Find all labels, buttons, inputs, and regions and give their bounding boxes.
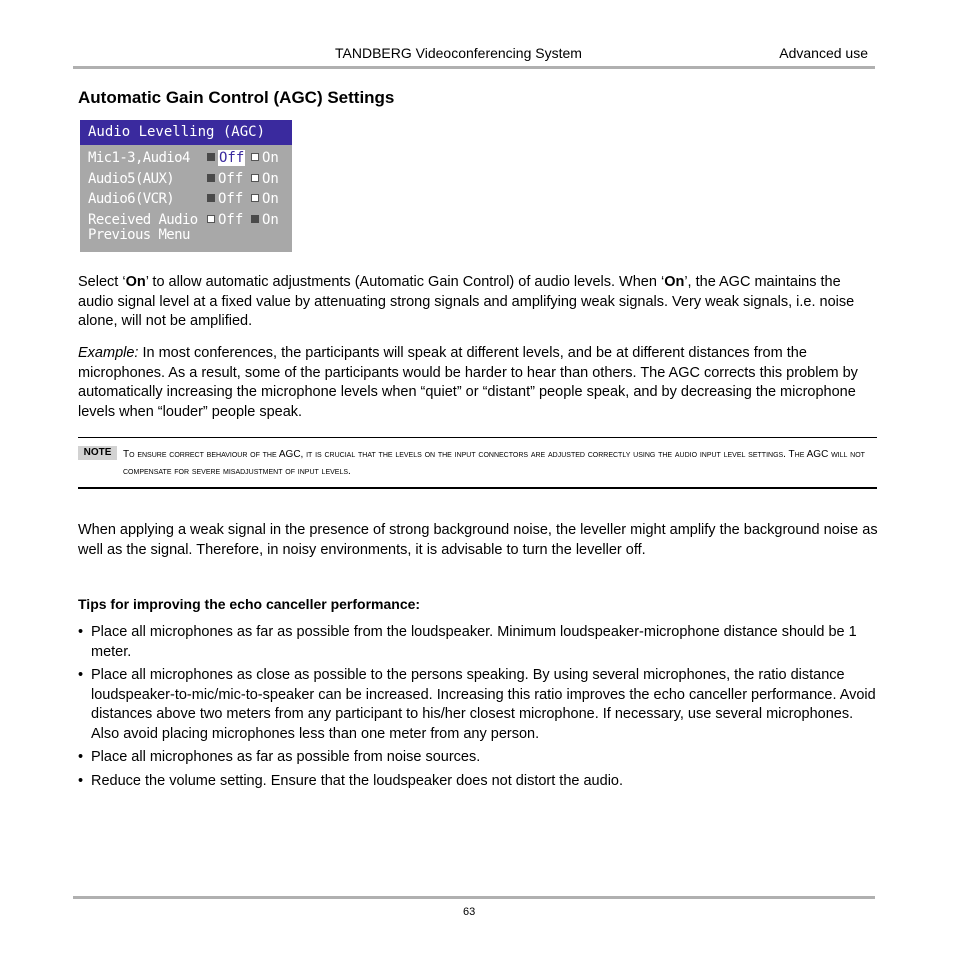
note-bottom-rule — [78, 487, 877, 489]
osd-menu-body — [80, 145, 292, 230]
unselected-box-icon — [251, 215, 259, 223]
list-item: • Reduce the volume setting. Ensure that the loudspeaker does not distort the audio. — [78, 772, 878, 792]
osd-option-off — [207, 189, 243, 210]
paragraph-example — [78, 344, 878, 422]
selected-box-icon — [207, 215, 215, 223]
selected-box-icon — [251, 174, 259, 182]
note-top-rule — [78, 437, 877, 438]
header-title: TANDBERG Videoconferencing System — [335, 45, 582, 61]
osd-option-on-label: On — [262, 150, 279, 166]
paragraph-agc-intro — [78, 273, 878, 332]
header-section: Advanced use — [779, 45, 868, 61]
example-label: Example: — [78, 345, 139, 361]
page-number: 63 — [463, 906, 476, 918]
selected-box-icon — [251, 194, 259, 202]
osd-row-label: Audio5(AUX) — [88, 170, 175, 187]
note-badge: NOTE — [78, 446, 117, 460]
header-rule — [73, 66, 875, 69]
unselected-box-icon — [207, 194, 215, 202]
text-run: In most conferences, the participants will speak at different levels, and be at different distances from the microphones. As a result, some of the participants would be harder to hear than others. The AGC corrects this problem by automatically increasing the microphone levels when “quiet” or “distant” people speak, and by decreasing the microphone levels when “louder” people speak. — [78, 345, 858, 420]
osd-option-off — [207, 148, 245, 169]
text-run: ’ to allow automatic adjustments (Automatic Gain Control) of audio levels. When ‘ — [145, 274, 665, 290]
selected-box-icon — [251, 153, 259, 161]
osd-row-vcr — [80, 189, 292, 210]
tips-list — [78, 623, 878, 795]
section-title: Automatic Gain Control (AGC) Settings — [78, 88, 395, 107]
osd-option-off-label: Off — [218, 211, 244, 228]
list-item: • Place all microphones as close as possible to the persons speaking. By using several microphones, the ratio distance loudspeaker-to-mic/mic-to-speaker can be increased. Increasing this ratio improves the echo canceller performance. Avoid distances above two meters from any participant to his/her closest microphone. If necessary, use several microphones. Also avoid placing microphones less than one meter from any person. — [78, 666, 878, 744]
unselected-box-icon — [207, 153, 215, 161]
list-item: • Place all microphones as far as possible from noise sources. — [78, 748, 878, 768]
osd-menu-title: Audio Levelling (AGC) — [80, 120, 292, 145]
osd-menu-footer: Previous Menu — [88, 227, 190, 243]
osd-option-off — [207, 210, 243, 231]
osd-row-mic — [80, 148, 292, 169]
bold-on: On — [125, 274, 146, 290]
osd-row-label: Mic1-3,Audio4 — [88, 150, 190, 166]
osd-option-off — [207, 169, 243, 190]
osd-option-on — [251, 148, 279, 169]
list-item: • Place all microphones as far as possible from the loudspeaker. Minimum loudspeaker-microphone distance should be 1 meter. — [78, 623, 878, 662]
tips-heading: Tips for improving the echo canceller performance: — [78, 596, 421, 612]
osd-menu — [80, 120, 292, 252]
text-run: ’, the AGC maintains the audio signal level at a fixed value by attenuating strong signals and amplifying weak signals. Very weak signals, i.e. noise alone, will not be amplified. — [78, 274, 855, 329]
text-run: Select ‘ — [78, 274, 126, 290]
osd-row-label: Received Audio — [88, 211, 198, 228]
paragraph-noise: When applying a weak signal in the presence of strong background noise, the leveller might amplify the background noise as well as the signal. Therefore, in noisy environments, it is advisable to turn the leveller off. — [78, 522, 878, 558]
unselected-box-icon — [207, 174, 215, 182]
osd-option-off-label: Off — [218, 191, 244, 207]
footer-rule — [73, 896, 875, 899]
osd-option-on-label: On — [262, 170, 279, 187]
osd-option-on-label: On — [262, 211, 279, 228]
osd-option-off-label: Off — [218, 170, 244, 187]
note-text: To ensure correct behaviour of the AGC, it is crucial that the levels on the input connectors are adjusted correctly using the audio input level settings. The AGC will not compensate for severe misadjustment of input levels. — [123, 449, 865, 477]
osd-option-on — [251, 189, 279, 210]
osd-option-on — [251, 169, 279, 190]
osd-row-label: Audio6(VCR) — [88, 191, 175, 207]
osd-option-off-label: Off — [219, 150, 245, 166]
osd-option-on — [251, 210, 279, 231]
osd-row-aux — [80, 169, 292, 190]
osd-option-on-label: On — [262, 191, 279, 207]
bold-on: On — [664, 274, 685, 290]
